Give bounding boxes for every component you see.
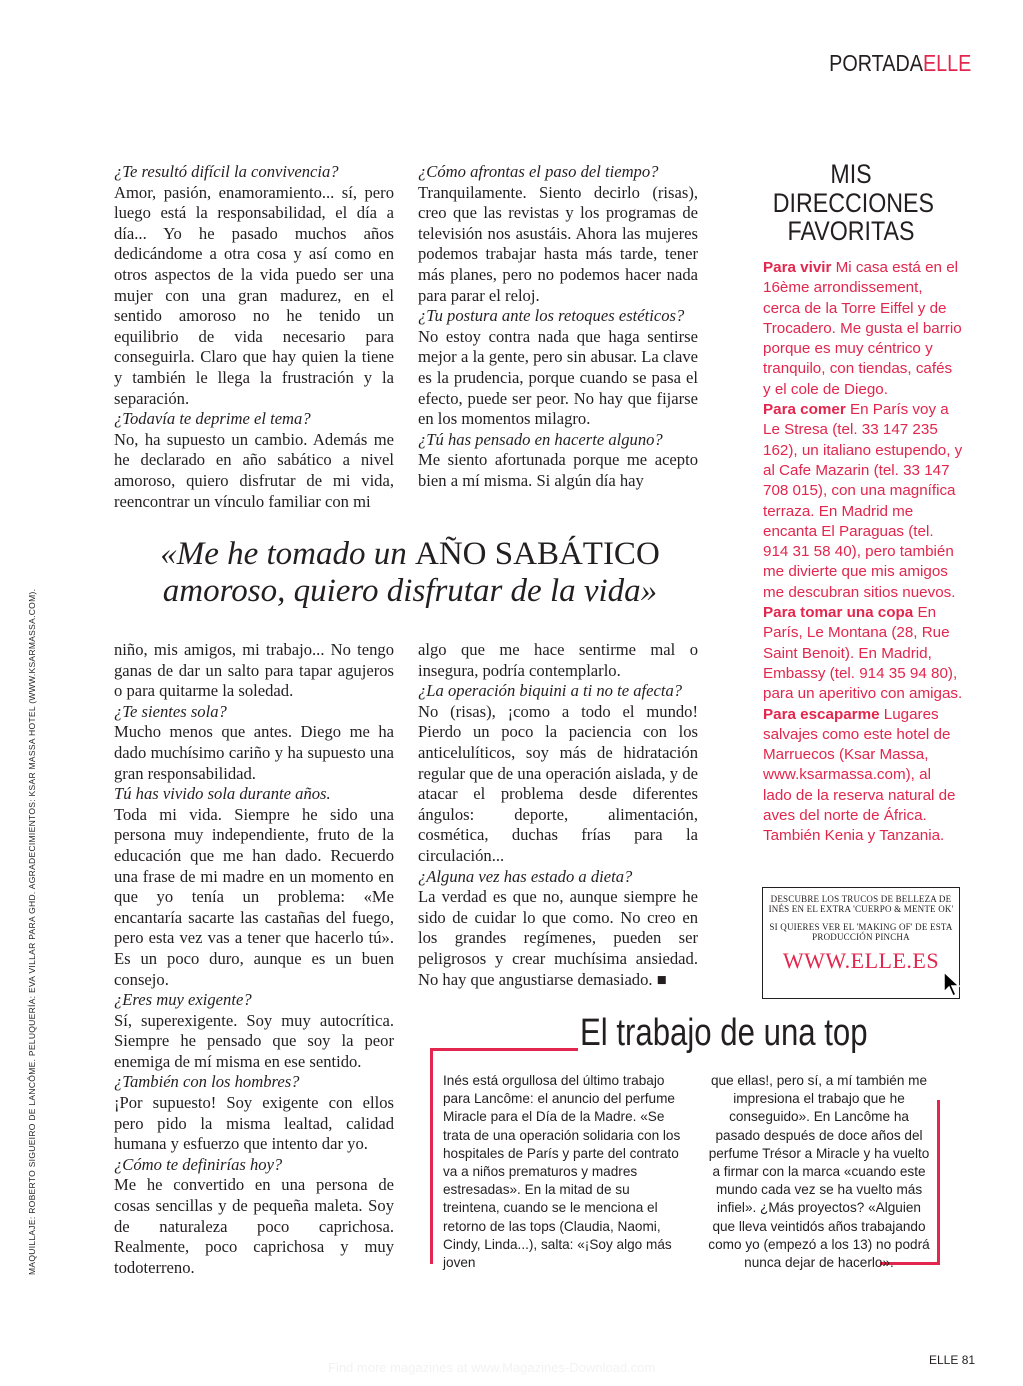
article-column-2-bottom [418,640,698,990]
interview-question: ¿Alguna vez has estado a dieta? [418,866,633,886]
sidebar-item-label: Para tomar una copa [763,604,914,622]
sidebar-title-line: MIS [830,159,872,189]
promo-url-link[interactable]: WWW.ELLE.ES [782,948,940,973]
box-text-right: que ellas!, pero sí, a mí también me impresiona el trabajo que he conseguido». En Lancôme ha pasado después de doce años del perfume Trésor a Miracle y ha vuelto a firmar con la marca «cuando este mundo cada vez se ha vuelto más infiel». ¿Más proyectos? «Alguien que lleva veintidós años trabajando como yo (empezó a los 13) no podrá nunca dejar de hacerlo». [708,1073,930,1271]
interview-answer: niño, mis amigos, mi trabajo... No tengo ganas de dar un salto para tapar agujeros o para quitarme la soledad. [114,640,394,701]
sidebar-item-label: Para comer [763,401,846,419]
pull-quote-open: «Me he tomado un [160,536,416,572]
box-frame-right [937,1100,940,1264]
box-frame-top [430,1048,578,1051]
interview-question: ¿Todavía te deprime el tema? [114,409,311,429]
article-column-1-bottom [114,640,394,1278]
sidebar-list [763,258,963,847]
interview-question: ¿Tú has pensado en hacerte alguno? [418,429,663,449]
interview-answer: No (risas), ¡como a todo el mundo! Pierdo un poco la paciencia con los anticelulíticos, soy más de hidratación regular que de una operación aislada, y de atacar el problema desde diferentes ángulos: deporte, alimentación, cosmética, duchas frías para la circulación... [418,701,698,865]
pull-quote-caps: AÑO SABÁTICO [415,536,660,572]
sidebar-title-line: FAVORITAS [787,216,915,246]
sidebar-item [763,258,963,400]
cursor-arrow-icon [942,970,962,998]
interview-question: ¿También con los hombres? [114,1072,300,1092]
sidebar-item-text: En París voy a Le Stresa (tel. 33 147 235 162), un italiano estupendo, y al Cafe Mazarin (tel. 33 147 708 015), con una magnífica terraza. En Madrid me encanta El Paraguas (tel. 914 31 58 40), pero también me divierte que mis amigos me descubran sitios nuevos. [763,401,963,601]
interview-question: ¿Cómo afrontas el paso del tiempo? [418,162,659,181]
interview-question: ¿Tu postura ante los retoques estéticos? [418,306,685,326]
pull-quote-rest: amoroso, quiero disfrutar de la vida» [162,573,658,609]
brand-label: ELLE [922,50,971,76]
section-header [829,50,971,77]
article-column-1-top [114,162,394,512]
interview-answer: No, ha supuesto un cambio. Además me he declarado en año sabático a nivel amoroso, quiero disfrutar de mi vida, reencontrar un vínculo familiar con mi [114,429,394,511]
box-column-right [708,1072,930,1272]
sidebar-title-line: DIRECCIONES [772,187,935,218]
promo-text-2: SI QUIERES VER EL 'MAKING OF' DE ESTA PRODUCCIÓN PINCHA [769,922,953,942]
section-label: PORTADA [828,50,923,76]
box-title: El trabajo de una top [580,1012,868,1054]
sidebar-item-text: En París, Le Montana (28, Rue Saint Benoit). En Madrid, Embassy (tel. 914 35 94 80), para un aperitivo con amigas. [763,604,963,703]
promo-text-1: DESCUBRE LOS TRUCOS DE BELLEZA DE INÉS EN EL EXTRA 'CUERPO & MENTE OK' [768,894,954,914]
interview-question: Tú has vivido sola durante años. [114,784,331,804]
sidebar-item [763,603,963,704]
watermark: Find more magazines at www.Magazines-Download.com [328,1360,656,1375]
interview-answer: Tranquilamente. Siento decirlo (risas), creo que las revistas y los programas de televisión nos asustáis. Ahora las mujeres podemos trabajar hasta más tarde, tener más planes, pero no podemos hacer nada para parar el reloj. [418,182,698,305]
interview-question: ¿La operación biquini a ti no te afecta? [418,681,683,701]
sidebar-item [763,705,963,847]
interview-answer: La verdad es que no, aunque siempre he sido de cuidar lo que como. No creo en los grandes regímenes, pueden ser peligrosos y crear muchísima ansiedad. No hay que angustiarse demasiado. ■ [418,887,698,989]
sidebar-item-label: Para escaparme [763,705,880,723]
credits-text: MAQUILLAJE: ROBERTO SIGUEIRO DE LANCÔME. PELUQUERÍA: EVA VILLAR PARA GHD. AGRADECIMIENTOS: KSAR MASSA HOTEL (WWW.KSARMASSA.COM). [27,588,37,1275]
web-promo-box[interactable] [762,887,960,999]
interview-question: ¿Te resultó difícil la convivencia? [114,162,339,181]
interview-question: ¿Eres muy exigente? [114,990,252,1010]
interview-answer: Amor, pasión, enamoramiento... sí, pero luego está la responsabilidad, el día a día... Yo he pasado muchos años dedicándome a otra cosa y así como en otros aspectos de la vida puedo ser una mujer con una gran madurez, en el sentido amoroso no he tenido un equilibrio de vida necesario para conseguirla. Claro que hay quien la tiene y también le llega la frustración y la separación. [114,182,394,408]
interview-answer: Mucho menos que antes. Diego me ha dado muchísimo cariño y ha supuesto una gran responsabilidad. [114,722,394,783]
box-column-left [443,1072,689,1272]
interview-question: ¿Te sientes sola? [114,701,227,721]
sidebar-title [772,159,935,246]
box-text-left: Inés está orgullosa del último trabajo para Lancôme: el anuncio del perfume Miracle para el Día de la Madre. «Se trata de una operación solidaria con los hospitales de París y parte del contrato va a niños prematuros y madres estresadas». En la mitad de su treintena, cuando se le menciona el retorno de las tops (Claudia, Naomi, Cindy, Linda...), salta: «¡Soy algo más joven [443,1073,681,1271]
interview-answer: Sí, superexigente. Soy muy autocrítica. Siempre he pensado que soy la peor enemiga de mí misma en ese sentido. [114,1010,394,1071]
sidebar-item [763,400,963,603]
sidebar-item-text: Mi casa está en el 16ème arrondissement, cerca de la Torre Eiffel y de Trocadero. Me gusta el barrio porque es muy céntrico y tranquilo, con tiendas, cafés y el cole de Diego. [763,259,962,398]
article-column-2-top [418,162,698,492]
box-frame-left [430,1048,433,1264]
interview-answer: ¡Por supuesto! Soy exigente con ellos pero pido la misma lealtad, calidad humana y esfuerzo que intento dar yo. [114,1093,394,1154]
interview-answer: algo que me hace sentirme mal o insegura, podría contemplarlo. [418,640,698,680]
interview-answer: Me siento afortunada porque me acepto bien a mí misma. Si algún día hay [418,450,698,490]
photo-credits [22,588,44,1280]
interview-answer: Me he convertido en una persona de cosas sencillas y de pequeña maleta. Soy de naturaleza poco caprichosa. Realmente, poco caprichosa y muy todoterreno. [114,1175,394,1277]
sidebar-item-text: Lugares salvajes como este hotel de Marruecos (Ksar Massa, www.ksarmassa.com), al lado de la reserva natural de aves del norte de África. También Kenia y Tanzania. [763,705,956,845]
interview-answer: Toda mi vida. Siempre he sido una persona muy independiente, fruto de la educación que me han dado. Recuerdo una frase de mi madre en un momento en que yo tenía un problema: «Me encantaría sacarte las castañas del fuego, pero esta vez vas a tener que hacerlo tú». Es un poco duro, aunque es un buen consejo. [114,804,394,989]
pull-quote [150,536,670,610]
page-folio: ELLE 81 [929,1353,976,1367]
interview-question: ¿Cómo te definirías hoy? [114,1154,283,1174]
interview-answer: No estoy contra nada que haga sentirse mejor a la gente, pero sin abusar. La clave es la prudencia, porque cuando se pasa el efecto, puede ser peor. No hay que fijarse en los momentos milagro. [418,326,698,429]
sidebar-item-label: Para vivir [763,259,832,276]
